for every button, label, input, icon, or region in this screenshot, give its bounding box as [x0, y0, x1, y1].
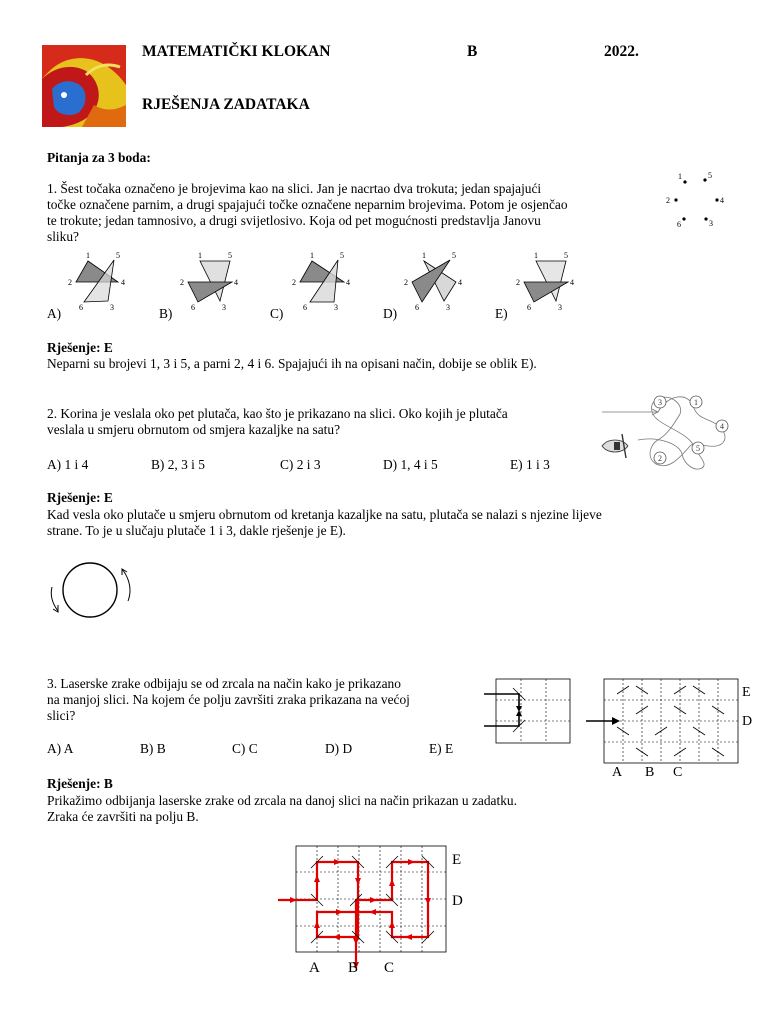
q1-option-d-figure	[400, 250, 476, 312]
q2-line: 2. Korina je veslala oko pet plutača, kao što je prikazano na slici. Oko kojih je plutača	[47, 406, 508, 421]
svg-text:6: 6	[677, 220, 681, 229]
q1-option-a: A)	[47, 306, 62, 321]
beam-arrowhead	[369, 909, 376, 915]
svg-text:5: 5	[228, 251, 232, 260]
svg-text:2: 2	[404, 278, 408, 287]
q3-line: na manjoj slici. Na kojem će polju završiti zraka prikazana na većoj	[47, 692, 410, 707]
beam-arrowhead	[333, 934, 340, 940]
svg-text:5: 5	[116, 251, 120, 260]
beam-arrowhead	[314, 921, 320, 928]
svg-text:4: 4	[570, 278, 574, 287]
q3-solution-line: Zraka će završiti na polju B.	[47, 809, 199, 824]
beam-arrowhead	[336, 909, 343, 915]
q2-solution-title: Rješenje: E	[47, 490, 113, 505]
q3-solution-title: Rješenje: B	[47, 776, 113, 791]
svg-text:3: 3	[658, 398, 662, 407]
q1-option-a-figure	[64, 250, 140, 312]
contest-year: 2022.	[604, 43, 639, 60]
svg-text:1: 1	[198, 251, 202, 260]
kangaroo-logo	[42, 45, 126, 127]
svg-text:2: 2	[68, 278, 72, 287]
q2-solution-text	[47, 507, 602, 539]
svg-text:1: 1	[310, 251, 314, 260]
svg-text:4: 4	[720, 196, 724, 205]
q3-line: 3. Laserske zrake odbijaju se od zrcala na način kako je prikazano	[47, 676, 401, 691]
q1-points-figure	[660, 166, 730, 232]
svg-text:3: 3	[709, 219, 713, 228]
svg-text:5: 5	[708, 171, 712, 180]
beam-arrowhead	[370, 897, 377, 903]
q1-option-e: E)	[495, 306, 508, 321]
q2-solution-line: Kad vesla oko plutače u smjeru obrnutom od kretanja kazaljke na satu, plutača se nalazi s njezine lijeve	[47, 507, 602, 522]
svg-text:6: 6	[191, 303, 195, 312]
svg-text:4: 4	[720, 422, 724, 431]
beam-arrowhead	[389, 921, 395, 928]
q3-option-d: D) D	[325, 741, 353, 756]
contest-title: MATEMATIČKI KLOKAN	[142, 43, 331, 60]
svg-text:2: 2	[658, 454, 662, 463]
beam-arrowhead	[405, 934, 412, 940]
beam-arrowhead	[389, 879, 395, 886]
q3-option-b: B) B	[140, 741, 166, 756]
q1-option-e-figure	[512, 250, 588, 312]
q3-option-c: C) C	[232, 741, 258, 756]
beam-arrowhead	[355, 878, 361, 885]
svg-text:B: B	[348, 960, 359, 976]
beam-arrowhead	[314, 875, 320, 882]
q3-option-a: A) A	[47, 741, 74, 756]
svg-text:1: 1	[534, 251, 538, 260]
q2-option-b: B) 2, 3 i 5	[151, 457, 205, 472]
q2-solution-line: strane. To je u slučaju plutače 1 i 3, dakle rješenje je E).	[47, 523, 346, 538]
document-subtitle: RJEŠENJA ZADATAKA	[142, 96, 310, 113]
svg-text:4: 4	[234, 278, 238, 287]
q1-text	[47, 181, 568, 245]
beam-arrowhead	[334, 859, 341, 865]
svg-text:4: 4	[121, 278, 125, 287]
svg-text:5: 5	[340, 251, 344, 260]
q3-line: slici?	[47, 708, 76, 723]
svg-text:2: 2	[666, 196, 670, 205]
svg-text:2: 2	[516, 278, 520, 287]
q1-option-c: C)	[270, 306, 284, 321]
counterclockwise-circle-figure	[46, 557, 136, 625]
q3-solution-grid-figure	[276, 842, 476, 978]
q2-option-e: E) 1 i 3	[510, 457, 550, 472]
q1-solution-title: Rješenje: E	[47, 340, 113, 355]
q1-line: 1. Šest točaka označeno je brojevima kao na slici. Jan je nacrtao dva trokuta; jedan spajajući	[47, 181, 542, 196]
svg-text:B: B	[645, 765, 655, 776]
q1-line: točke označene parnim, a drugi spajajući točke označene neparnim brojevima. Potom je osjenčao	[47, 197, 568, 212]
svg-text:2: 2	[180, 278, 184, 287]
svg-text:5: 5	[696, 444, 700, 453]
q1-option-c-figure	[288, 250, 364, 312]
svg-text:C: C	[673, 765, 683, 776]
svg-text:3: 3	[110, 303, 114, 312]
q3-solution-text	[47, 793, 517, 825]
q1-line: sliku?	[47, 229, 79, 244]
svg-text:6: 6	[527, 303, 531, 312]
svg-text:4: 4	[458, 278, 462, 287]
q1-solution-text: Neparni su brojevi 1, 3 i 5, a parni 2, 4 i 6. Spajajući ih na opisani način, dobije se oblik E).	[47, 356, 537, 371]
svg-text:1: 1	[86, 251, 90, 260]
q2-text	[47, 406, 508, 438]
svg-text:2: 2	[292, 278, 296, 287]
svg-text:A: A	[309, 960, 320, 976]
svg-text:4: 4	[346, 278, 350, 287]
q2-buoys-figure	[598, 384, 748, 476]
svg-text:1: 1	[422, 251, 426, 260]
svg-text:C: C	[384, 960, 395, 976]
svg-text:3: 3	[334, 303, 338, 312]
q2-option-c: C) 2 i 3	[280, 457, 321, 472]
svg-text:3: 3	[558, 303, 562, 312]
q3-option-e: E) E	[429, 741, 454, 756]
q1-line: te trokute; jedan tamnosivo, a drugi svijetlosivo. Koja od pet mogućnosti predstavlja Janovu	[47, 213, 541, 228]
svg-text:6: 6	[79, 303, 83, 312]
svg-text:3: 3	[222, 303, 226, 312]
q3-text	[47, 676, 410, 724]
svg-text:5: 5	[564, 251, 568, 260]
svg-text:1: 1	[678, 172, 682, 181]
svg-text:D: D	[742, 714, 753, 729]
svg-text:E: E	[452, 852, 462, 868]
section-title: Pitanja za 3 boda:	[47, 150, 151, 165]
q1-option-d: D)	[383, 306, 398, 321]
beam-arrowhead	[408, 859, 415, 865]
q3-solution-line: Prikažimo odbijanja laserske zrake od zrcala na danoj slici na način prikazan u zadatku.	[47, 793, 517, 808]
svg-text:A: A	[612, 765, 623, 776]
svg-text:6: 6	[303, 303, 307, 312]
svg-text:3: 3	[446, 303, 450, 312]
q3-large-grid-figure	[582, 676, 762, 776]
boat-icon	[602, 434, 628, 458]
q1-option-b-figure	[176, 250, 252, 312]
q2-line: veslala u smjeru obrnutom od smjera kazaljke na satu?	[47, 422, 341, 437]
q2-option-a: A) 1 i 4	[47, 457, 89, 472]
q3-small-example-figure	[482, 676, 574, 746]
q2-option-d: D) 1, 4 i 5	[383, 457, 438, 472]
q1-option-b: B)	[159, 306, 173, 321]
beam-arrowhead	[425, 898, 431, 905]
svg-text:D: D	[452, 893, 463, 909]
svg-text:6: 6	[415, 303, 419, 312]
svg-text:E: E	[742, 685, 751, 700]
beam-arrowhead	[353, 938, 359, 945]
svg-text:1: 1	[694, 398, 698, 407]
contest-category: B	[467, 43, 478, 60]
svg-text:5: 5	[452, 251, 456, 260]
